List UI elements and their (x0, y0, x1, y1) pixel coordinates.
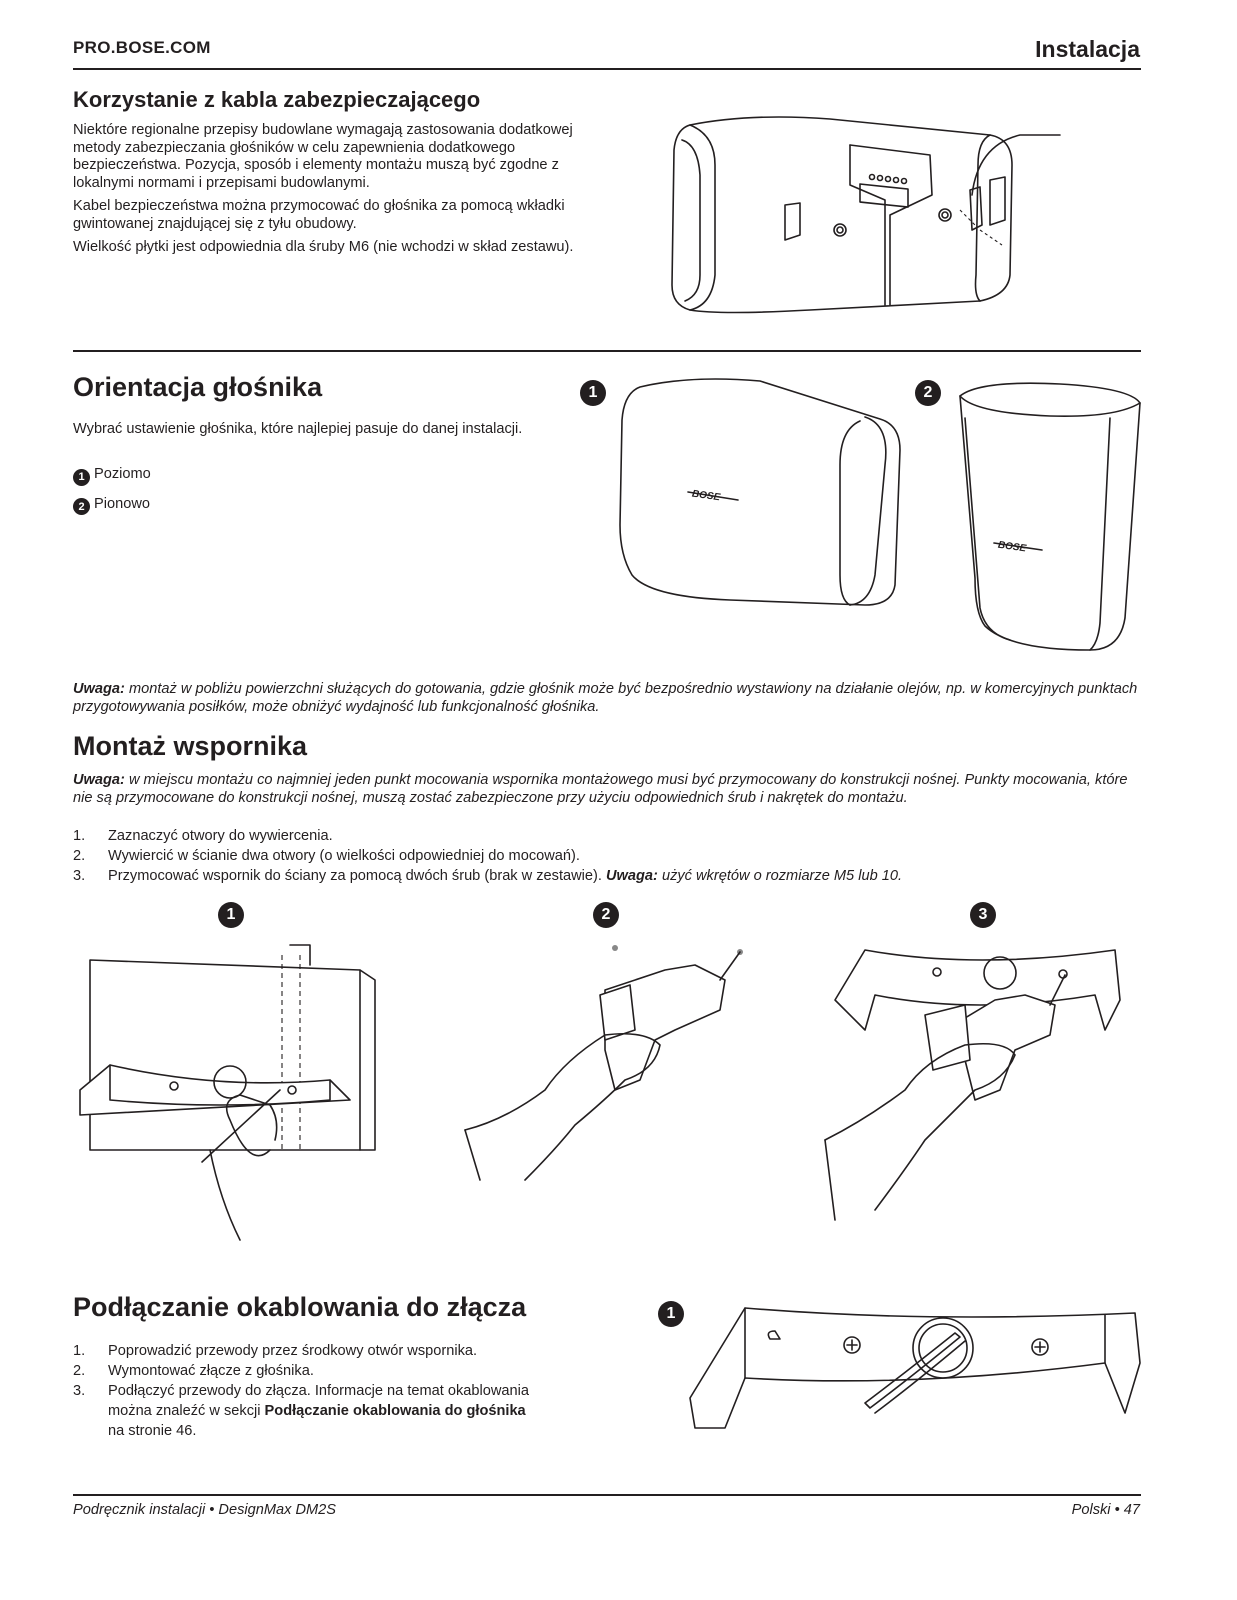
speaker-horizontal-illustration (610, 375, 910, 620)
figure-badge: 1 (658, 1301, 684, 1327)
figure-badge: 1 (218, 902, 244, 928)
option-badge: 1 (73, 469, 90, 486)
option-label: Poziomo (94, 466, 151, 482)
bracket-note (73, 771, 1141, 807)
security-cable-paragraph: Kabel bezpieczeństwa można przymocować do głośnika za pomocą wkładki gwintowanej znajdującej się z tyłu obudowy. (73, 198, 565, 232)
option-badge: 2 (73, 498, 90, 515)
speaker-rear-security-cable-illustration (660, 105, 1060, 335)
bracket-steps (73, 826, 1141, 886)
speaker-logo: BOSE (997, 539, 1027, 555)
figure-badge: 1 (580, 380, 606, 406)
security-cable-text (73, 122, 585, 263)
security-cable-title: Korzystanie z kabla zabezpieczającego (73, 87, 481, 112)
list-item: 3. Przymocować wspornik do ściany za pomocą dwóch śrub (brak w zestawie). Uwaga: użyć wkrętów o rozmiarze M5 lub 10. (73, 868, 903, 884)
attach-bracket-illustration (825, 940, 1130, 1230)
footer-document-title: Podręcznik instalacji • DesignMax DM2S (73, 1502, 337, 1518)
mark-holes-illustration (70, 940, 400, 1245)
bracket-title: Montaż wspornika (73, 731, 308, 761)
wiring-reference-link: Podłączanie okablowania do głośnika (264, 1403, 526, 1419)
figure-badge: 2 (593, 902, 619, 928)
note-label: Uwaga: (73, 772, 125, 788)
orientation-options (73, 464, 151, 523)
header-rule (73, 68, 1141, 70)
note-text: montaż w pobliżu powierzchni służących do gotowania, gdzie głośnik może być bezpośrednio wystawiony na działanie olejów, np. w komercyjnych punktach przygotowywania posiłków, może obniżyć wydajność lub funkcjonalność głośnika. (73, 681, 1138, 715)
note-label: Uwaga: (73, 681, 125, 697)
list-item: 3. Podłączyć przewody do złącza. Informacje na temat okablowania można znaleźć w sekcji Podłączanie okablowania do głośnika na stronie 46. (73, 1383, 530, 1439)
footer-rule (73, 1494, 1141, 1496)
figure-badge: 3 (970, 902, 996, 928)
list-item: 1. Poprowadzić przewody przez środkowy otwór wspornika. (73, 1343, 478, 1359)
speaker-vertical-illustration (950, 378, 1145, 658)
section-rule (73, 350, 1141, 352)
cooking-note (73, 680, 1141, 716)
list-item: 2. Wymontować złącze z głośnika. (73, 1363, 314, 1379)
option-vertical (73, 494, 151, 516)
note-text: w miejscu montażu co najmniej jeden punkt mocowania wspornika montażowego musi być przymocowany do konstrukcji nośnej. Punkty mocowania, które nie są przymocowane do konstrukcji nośnej, muszą zostać zabezpieczone przy użyciu odpowiednich śrub i nakrętek do montażu. (73, 772, 1128, 806)
wiring-title: Podłączanie okablowania do złącza (73, 1292, 527, 1322)
figure-badge: 2 (915, 380, 941, 406)
site-url: PRO.BOSE.COM (73, 38, 211, 57)
option-label: Pionowo (94, 495, 150, 512)
list-item: 2. Wywiercić w ścianie dwa otwory (o wielkości odpowiedniej do mocowań). (73, 848, 580, 864)
wires-through-bracket-illustration (685, 1303, 1145, 1433)
orientation-title: Orientacja głośnika (73, 372, 323, 402)
orientation-intro: Wybrać ustawienie głośnika, które najlepiej pasuje do danej instalacji. (73, 421, 523, 437)
speaker-logo: BOSE (691, 488, 721, 504)
option-horizontal (73, 464, 151, 486)
security-cable-paragraph: Niektóre regionalne przepisy budowlane wymagają zastosowania dodatkowej metody zabezpieczania głośników w celu zapewnienia dodatkowego bezpieczeństwa. Pozycja, sposób i elementy montażu muszą być zgodne z lokalnymi normami i przepisami budowlanymi. (73, 122, 573, 191)
section-title: Instalacja (1035, 36, 1140, 62)
footer-page-number: Polski • 47 (1071, 1502, 1140, 1518)
wiring-steps (73, 1341, 543, 1441)
drill-holes-illustration (465, 940, 755, 1190)
security-cable-paragraph: Wielkość płytki jest odpowiednia dla śruby M6 (nie wchodzi w skład zestawu). (73, 239, 574, 255)
list-item: 1. Zaznaczyć otwory do wywiercenia. (73, 828, 333, 844)
